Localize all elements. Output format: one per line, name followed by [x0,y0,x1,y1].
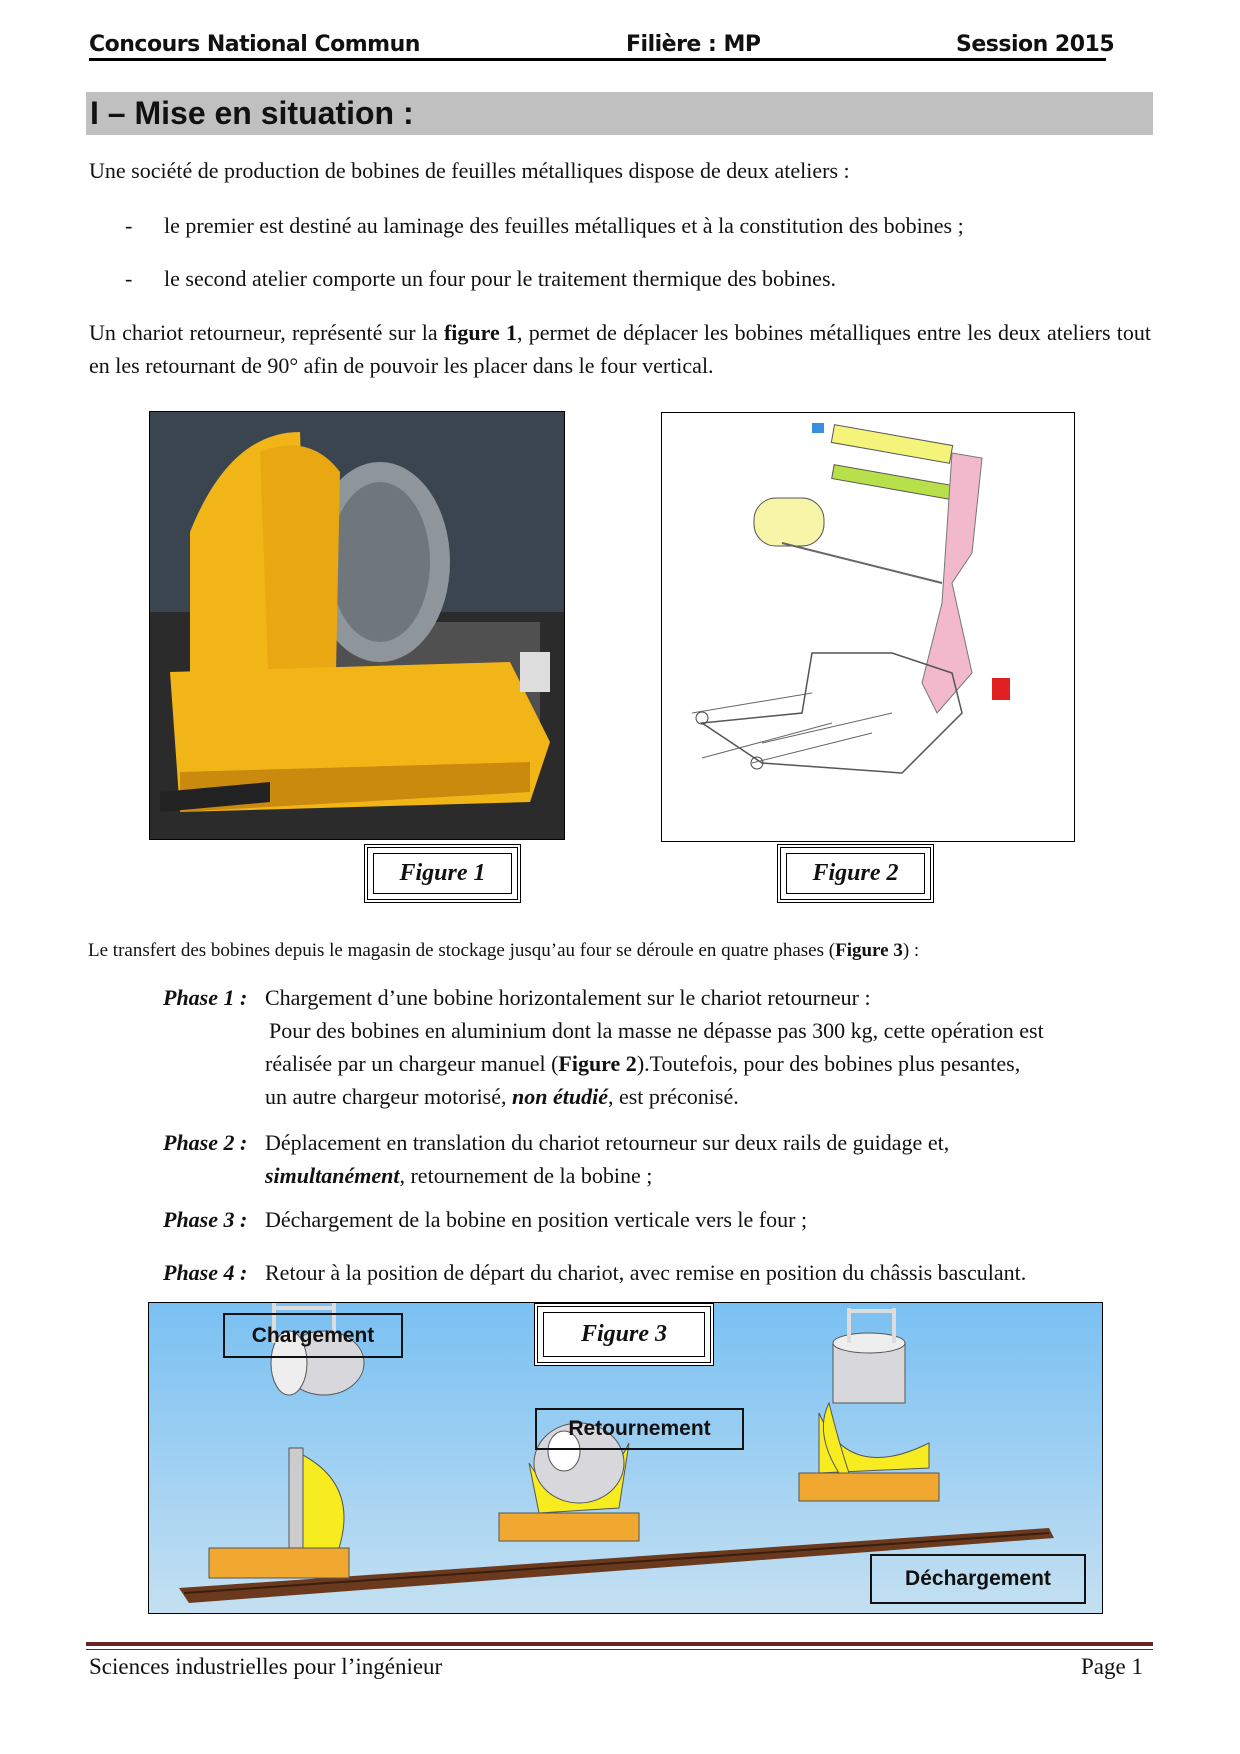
text: , permet de déplacer les bobines métalliques entre les deux ateliers tout en les retournant de 90° afin de pouvoir les placer dans le four vertical. [89,320,1151,378]
emphasis: simultanément [265,1163,400,1188]
figure-3-label: Figure 3 [534,1303,714,1366]
phase-4-label: Phase 4 : [163,1260,248,1285]
unloading-cart [799,1308,939,1501]
figure-2-drawing [661,412,1075,842]
phase-1-detail-1: Pour des bobines en aluminium dont la masse ne dépasse pas 300 kg, cette opération est [269,1018,1044,1043]
figure-ref: figure 1 [443,320,518,345]
figure-1-photo [149,411,565,840]
unloading-label: Déchargement [870,1554,1086,1604]
phase-2-label: Phase 2 : [163,1130,248,1155]
text: , retournement de la bobine ; [399,1163,653,1188]
phase-3-label: Phase 3 : [163,1207,248,1232]
intro-text: Une société de production de bobines de feuilles métalliques dispose de deux ateliers : [89,158,850,183]
text: Le transfert des bobines depuis le magasin de stockage jusqu’au four se déroule en quatre phases ( [88,940,836,961]
figure-ref: Figure 3 [835,940,903,961]
text: un autre chargeur motorisé, [265,1084,513,1109]
section-title: I – Mise en situation : [90,95,414,131]
phase-1-detail-2 [265,1047,1020,1080]
bullet-1: le premier est destiné au laminage des feuilles métalliques et à la constitution des bobines ; [164,213,964,238]
phase-1-detail-3 [265,1080,739,1113]
phase-1-text: Chargement d’une bobine horizontalement sur le chariot retourneur : [265,985,871,1010]
text: réalisée par un chargeur manuel ( [265,1051,559,1076]
phase-2-text: Déplacement en translation du chariot retourneur sur deux rails de guidage et, [265,1130,950,1155]
text: ) : [902,940,920,961]
loading-label: Chargement [223,1313,403,1358]
header-rule [89,58,1106,61]
figure-2-label: Figure 2 [777,844,934,903]
coil-turner-photo [150,412,564,839]
bullet-dash: - [125,266,133,291]
phase-1-label: Phase 1 : [163,985,248,1010]
text: , est préconisé. [607,1084,739,1109]
figure-ref: Figure 2 [558,1051,637,1076]
text: Un chariot retourneur, représenté sur la [89,320,444,345]
figure-3-diagram [148,1302,1103,1614]
page-number: Page 1 [1081,1654,1143,1679]
footer-rule-thin [86,1649,1153,1650]
bullet-dash: - [125,213,133,238]
text: ).Toutefois, pour des bobines plus pesantes, [636,1051,1021,1076]
phase-2-detail [265,1159,652,1192]
manual-loader-drawing [662,413,1074,841]
header-track: Filière : MP [626,32,761,57]
footer-subject: Sciences industrielles pour l’ingénieur [89,1654,443,1679]
phase-4-text: Retour à la position de départ du chariot, avec remise en position du châssis basculant. [265,1260,1027,1285]
header-exam: Concours National Commun [89,32,420,57]
emphasis: non étudié [512,1084,608,1109]
transfer-text [88,940,919,962]
footer-rule-thick [86,1642,1153,1646]
turning-label: Retournement [535,1408,744,1450]
phase-3-text: Déchargement de la bobine en position verticale vers le four ; [265,1207,808,1232]
paragraph-chariot [89,316,1151,382]
figure-1-label: Figure 1 [364,844,521,903]
header-session: Session 2015 [956,32,1115,57]
bullet-2: le second atelier comporte un four pour le traitement thermique des bobines. [164,266,836,291]
